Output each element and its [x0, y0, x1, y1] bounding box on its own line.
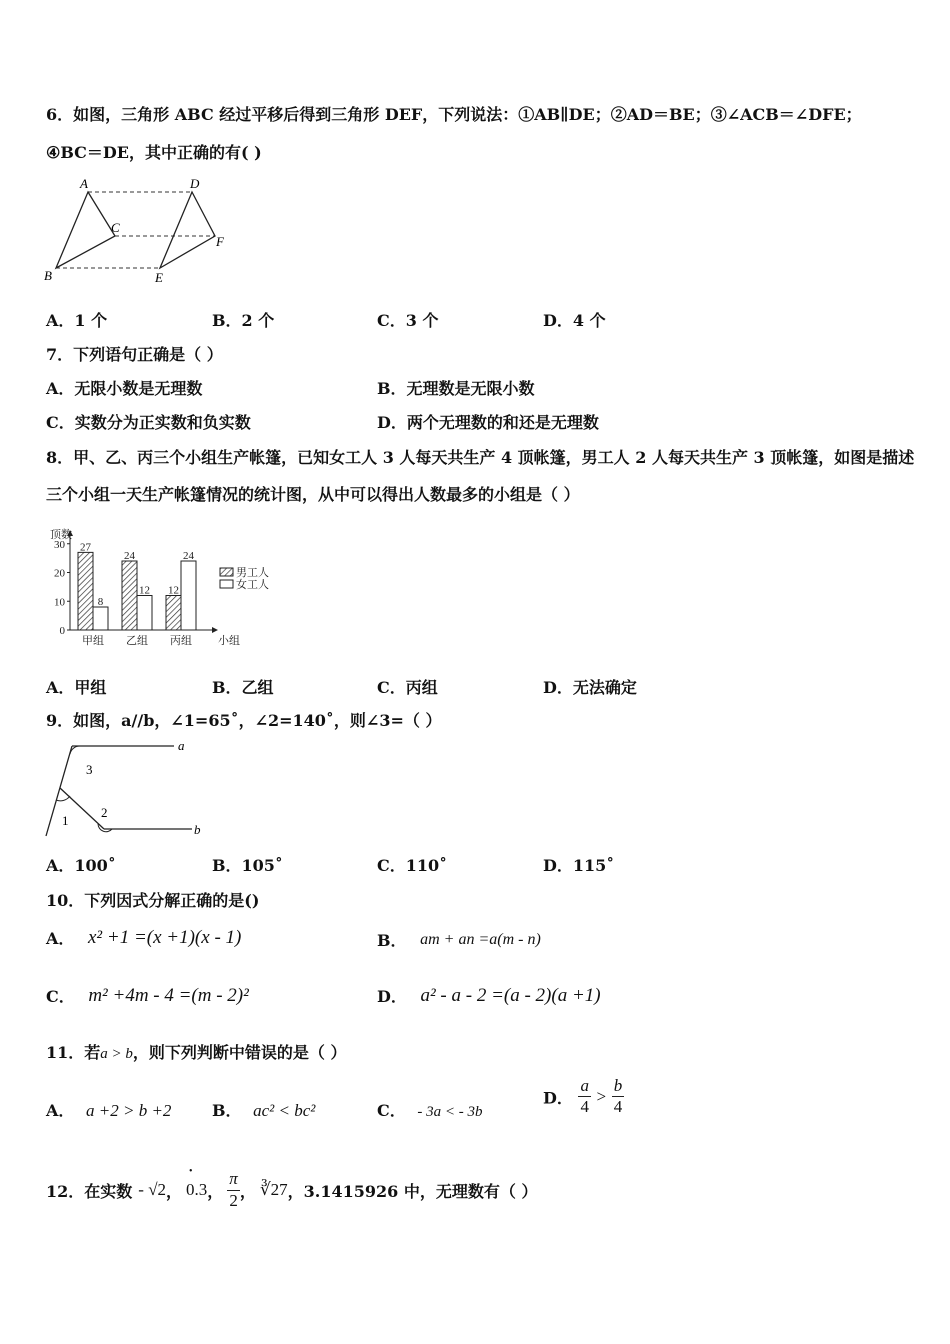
q7-option-c[interactable]: C．实数分为正实数和负实数 — [46, 413, 251, 432]
q11-option-d[interactable] — [543, 1076, 624, 1118]
q10-option-a-expr: x² +1 =(x +1)(x - 1) — [88, 926, 242, 948]
bar-value-label: 27 — [80, 541, 91, 554]
q6-option-d[interactable]: D．4 个 — [543, 311, 606, 330]
q11-option-d-letter: D． — [543, 1088, 573, 1108]
q9-parallel-lines-figure — [40, 736, 220, 842]
q12-pi: π — [229, 1169, 238, 1189]
bar-男工人-乙组 — [122, 561, 137, 630]
q8-option-c[interactable]: C．丙组 — [377, 678, 438, 697]
q11-option-d-op: > — [596, 1086, 607, 1106]
q11-prefix: 11．若 — [46, 1043, 101, 1062]
q10-option-b-letter: B． — [377, 931, 407, 950]
q11-stem — [46, 1040, 346, 1063]
bar-女工人-乙组 — [137, 596, 152, 631]
legend-label: 男工人 — [236, 567, 269, 579]
q8-stem-line2: 三个小组一天生产帐篷情况的统计图，从中可以得出人数最多的小组是（ ） — [46, 485, 580, 504]
q9-label-angle1: 1 — [62, 813, 69, 828]
category-label: 甲组 — [82, 635, 104, 647]
q12-sep3: ， — [239, 1181, 256, 1201]
q6-label-E: E — [155, 270, 163, 285]
q12-sep2: ， — [207, 1181, 224, 1201]
y-axis-label: 顶数 — [50, 529, 72, 541]
q10-option-b-expr: am + an =a(m - n) — [420, 930, 541, 948]
q6-stem-line1: 6．如图，三角形 ABC 经过平移后得到三角形 DEF，下列说法：①AB∥DE；②AD＝BE；③∠ACB＝∠DFE； — [46, 105, 862, 124]
q8-option-b[interactable]: B．乙组 — [212, 678, 274, 697]
q8-bar-chart — [44, 524, 294, 652]
q11-option-d-num1: a — [580, 1076, 589, 1095]
q11-option-c-expr: - 3a < - 3b — [417, 1104, 483, 1120]
q8-option-a[interactable]: A．甲组 — [46, 678, 107, 697]
q10-stem: 10．下列因式分解正确的是() — [46, 891, 260, 910]
q6-label-B: B — [44, 268, 52, 283]
q11-option-d-num2: b — [613, 1076, 623, 1095]
q12-pi-over-2 — [227, 1169, 240, 1211]
q9-label-angle2: 2 — [101, 805, 108, 820]
bar-女工人-甲组 — [93, 607, 108, 630]
q6-option-b[interactable]: B．2 个 — [212, 311, 275, 330]
q6-label-D: D — [190, 176, 200, 191]
q6-option-a[interactable]: A．1 个 — [46, 311, 108, 330]
q11-option-a-letter: A． — [46, 1101, 75, 1120]
q10-option-c[interactable] — [46, 984, 249, 1007]
q8-option-d[interactable]: D．无法确定 — [543, 678, 637, 697]
y-tick-label: 0 — [59, 625, 65, 637]
q10-option-d-expr: a² - a - 2 =(a - 2)(a +1) — [420, 984, 601, 1006]
q9-stem: 9．如图，a//b，∠1=65˚，∠2=140˚，则∠3=（ ） — [46, 711, 442, 730]
legend-swatch — [220, 568, 233, 576]
q12-suffix: ，3.1415926 中，无理数有（ ） — [287, 1181, 538, 1201]
bar-value-label: 24 — [183, 550, 194, 562]
x-axis-label: 小组 — [218, 635, 240, 647]
q12-neg-sqrt2: - √2 — [138, 1180, 167, 1199]
bar-女工人-丙组 — [181, 561, 196, 630]
bar-value-label: 12 — [168, 584, 179, 597]
q11-option-b-expr: ac² < bc² — [253, 1101, 316, 1120]
q8-stem-line1: 8．甲、乙、丙三个小组生产帐篷，已知女工人 3 人每天共生产 4 顶帐篷，男工人 2 人每天共生产 3 顶帐篷，如图是描述 — [46, 448, 915, 467]
q10-option-a-letter: A． — [46, 929, 75, 948]
q9-label-angle3: 3 — [86, 762, 93, 777]
q11-option-d-den2: 4 — [613, 1097, 623, 1117]
q11-condition: a > b — [100, 1046, 133, 1062]
q10-option-d-letter: D． — [377, 987, 407, 1006]
bar-男工人-丙组 — [166, 596, 181, 631]
q11-option-b[interactable] — [212, 1098, 315, 1121]
q9-option-a[interactable]: A．100˚ — [46, 856, 116, 875]
y-tick-label: 30 — [54, 538, 65, 551]
q6-translation-figure — [40, 172, 240, 290]
q10-option-c-letter: C． — [46, 987, 75, 1006]
legend-swatch — [220, 580, 233, 588]
q10-option-d[interactable] — [377, 984, 601, 1007]
x-axis-arrow — [212, 627, 218, 633]
bar-value-label: 12 — [139, 584, 150, 597]
q11-option-d-frac-right — [612, 1076, 625, 1118]
q6-label-F: F — [216, 234, 224, 249]
y-tick-label: 10 — [54, 596, 65, 609]
q7-stem: 7．下列语句正确是（ ） — [46, 345, 223, 364]
q10-option-b[interactable] — [377, 928, 541, 951]
q12-two: 2 — [229, 1190, 238, 1210]
q9-option-d[interactable]: D．115˚ — [543, 856, 615, 875]
q7-option-b[interactable]: B．无理数是无限小数 — [377, 379, 535, 398]
q9-label-b: b — [194, 822, 201, 837]
bar-男工人-甲组 — [78, 552, 93, 630]
q7-option-a[interactable]: A．无限小数是无理数 — [46, 379, 203, 398]
q10-option-c-expr: m² +4m - 4 =(m - 2)² — [88, 984, 249, 1006]
q12-sep1: ， — [166, 1181, 183, 1201]
q6-stem-line2: ④BC＝DE，其中正确的有( ) — [46, 143, 262, 162]
q9-option-c[interactable]: C．110˚ — [377, 856, 448, 875]
q11-option-a[interactable] — [46, 1098, 171, 1121]
bar-value-label: 24 — [124, 550, 135, 562]
q11-suffix: ，则下列判断中错误的是（ ） — [132, 1043, 347, 1062]
y-tick-label: 20 — [54, 567, 65, 580]
q9-label-a: a — [178, 738, 185, 753]
q11-option-d-den1: 4 — [580, 1097, 589, 1117]
q11-option-c-letter: C． — [377, 1101, 406, 1120]
q12-cbrt27: ∛27 — [259, 1180, 288, 1199]
q11-option-d-frac-left — [578, 1076, 591, 1118]
q11-option-a-expr: a +2 > b +2 — [86, 1101, 172, 1120]
q11-option-c[interactable] — [377, 1098, 482, 1121]
q6-option-c[interactable]: C．3 个 — [377, 311, 439, 330]
category-label: 乙组 — [126, 635, 148, 647]
category-label: 丙组 — [170, 635, 192, 647]
q6-label-C: C — [111, 220, 120, 235]
q6-label-A: A — [80, 176, 88, 191]
bar-value-label: 8 — [97, 596, 104, 608]
q7-option-d[interactable]: D．两个无理数的和还是无理数 — [377, 413, 599, 432]
q12-repeating-decimal — [186, 1180, 207, 1200]
q12-prefix: 12．在实数 — [46, 1181, 133, 1201]
q12-decimal-value: 0.3 — [186, 1180, 208, 1199]
legend-label: 女工人 — [236, 579, 269, 591]
q10-option-a[interactable] — [46, 926, 241, 949]
q9-option-b[interactable]: B．105˚ — [212, 856, 283, 875]
q11-option-b-letter: B． — [212, 1101, 242, 1120]
q12-stem — [46, 1160, 537, 1220]
